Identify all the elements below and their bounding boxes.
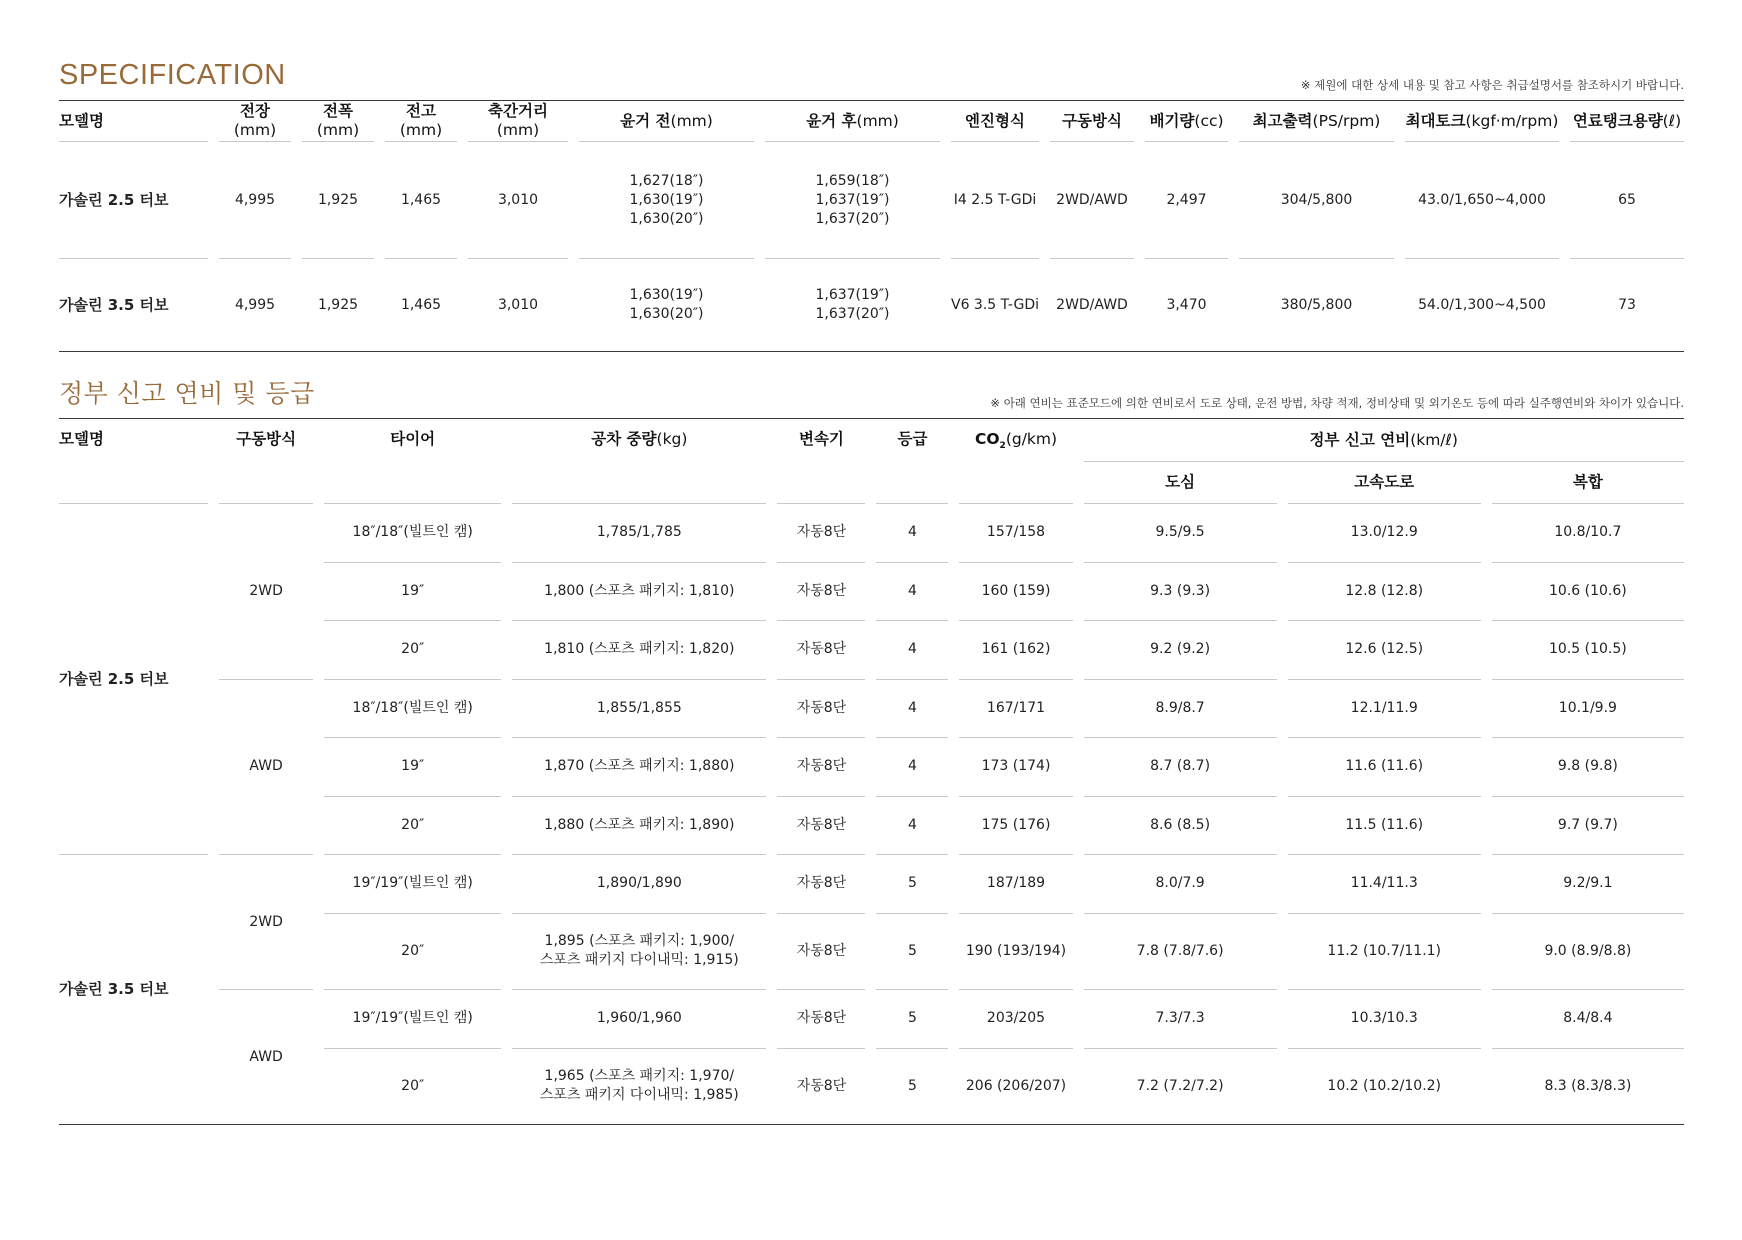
- fuel-grade: 5: [876, 855, 948, 914]
- spec-displacement: 3,470: [1166, 296, 1207, 313]
- spec-row-35: [59, 259, 1684, 351]
- fuel-city: 9.2 (9.2): [1084, 621, 1277, 680]
- fuel-highway: 13.0/12.9: [1288, 504, 1481, 563]
- fuel-header-transmission: 변속기: [777, 419, 865, 504]
- fuel-title: 정부 신고 연비 및 등급: [59, 379, 315, 408]
- fuel-tire: 18″/18″(빌트인 캠): [324, 504, 501, 563]
- fuel-co2: 157/158: [959, 504, 1072, 563]
- spec-drive: 2WD/AWD: [1050, 142, 1134, 259]
- spec-height: 1,465: [385, 142, 457, 259]
- fuel-highway: 12.6 (12.5): [1288, 621, 1481, 680]
- fuel-highway: 12.8 (12.8): [1288, 563, 1481, 622]
- table-row: [59, 855, 1684, 914]
- spec-header-length: 전장(mm): [219, 101, 291, 142]
- fuel-city: 9.3 (9.3): [1084, 563, 1277, 622]
- spec-header-wheelbase: 축간거리(mm): [468, 101, 568, 142]
- fuel-city: 8.0/7.9: [1084, 855, 1277, 914]
- fuel-highway: 11.6 (11.6): [1288, 738, 1481, 797]
- fuel-co2: 187/189: [959, 855, 1072, 914]
- fuel-co2: 175 (176): [959, 797, 1072, 856]
- fuel-tire: 19″: [324, 563, 501, 622]
- spec-header-model: 모델명: [59, 101, 208, 142]
- spec-header-front-track: 윤거 전(mm): [579, 101, 754, 142]
- fuel-transmission: 자동8단: [777, 563, 865, 622]
- fuel-transmission: 자동8단: [777, 738, 865, 797]
- fuel-highway: 11.2 (10.7/11.1): [1288, 914, 1481, 991]
- fuel-city: 7.8 (7.8/7.6): [1084, 914, 1277, 991]
- fuel-combined: 10.1/9.9: [1492, 680, 1684, 739]
- fuel-weight: 1,880 (스포츠 패키지: 1,890): [512, 797, 766, 856]
- fuel-grade: 4: [876, 563, 948, 622]
- spec-header-power: 최고출력(PS/rpm): [1239, 101, 1394, 142]
- spec-header-displacement: 배기량(cc): [1145, 101, 1228, 142]
- fuel-city: 7.3/7.3: [1084, 990, 1277, 1049]
- fuel-weight: 1,785/1,785: [512, 504, 766, 563]
- fuel-transmission: 자동8단: [777, 797, 865, 856]
- fuel-drive: 2WD: [219, 504, 313, 680]
- fuel-tire: 20″: [324, 797, 501, 856]
- fuel-weight: 1,870 (스포츠 패키지: 1,880): [512, 738, 766, 797]
- fuel-model-name: 가솔린 2.5 터보: [59, 504, 208, 855]
- fuel-transmission: 자동8단: [777, 855, 865, 914]
- fuel-combined: 9.8 (9.8): [1492, 738, 1684, 797]
- spec-section: [59, 58, 1684, 352]
- fuel-co2: 167/171: [959, 680, 1072, 739]
- fuel-tire: 19″/19″(빌트인 캠): [324, 855, 501, 914]
- fuel-combined: 10.8/10.7: [1492, 504, 1684, 563]
- spec-header-row: [59, 101, 1684, 142]
- fuel-city: 8.7 (8.7): [1084, 738, 1277, 797]
- fuel-drive: AWD: [219, 680, 313, 856]
- spec-header-width: 전폭(mm): [302, 101, 374, 142]
- spec-table-end-rule: [59, 351, 1684, 352]
- spec-width: 1,925: [317, 296, 359, 313]
- spec-rear-track: 1,659(18″) 1,637(19″) 1,637(20″): [765, 142, 940, 259]
- fuel-grade: 4: [876, 680, 948, 739]
- fuel-transmission: 자동8단: [796, 1077, 847, 1094]
- fuel-header-city: 도심: [1084, 462, 1277, 504]
- spec-engine: V6 3.5 T-GDi: [951, 296, 1039, 313]
- fuel-weight: 1,810 (스포츠 패키지: 1,820): [512, 621, 766, 680]
- fuel-header-drive: 구동방식: [219, 419, 313, 504]
- spec-tank: 65: [1570, 142, 1684, 259]
- fuel-co2: 161 (162): [959, 621, 1072, 680]
- fuel-combined: 9.7 (9.7): [1492, 797, 1684, 856]
- spec-length: 4,995: [219, 142, 291, 259]
- fuel-grade: 4: [876, 504, 948, 563]
- spec-note: ※ 제원에 대한 상세 내용 및 참고 사항은 취급설명서를 참조하시기 바랍니다.: [1300, 78, 1684, 92]
- fuel-co2: 206 (206/207): [965, 1077, 1067, 1094]
- fuel-transmission: 자동8단: [777, 504, 865, 563]
- fuel-co2: 160 (159): [959, 563, 1072, 622]
- fuel-co2: 203/205: [959, 990, 1072, 1049]
- fuel-highway: 11.5 (11.6): [1288, 797, 1481, 856]
- fuel-combined: 8.3 (8.3/8.3): [1544, 1077, 1632, 1094]
- fuel-highway: 10.3/10.3: [1288, 990, 1481, 1049]
- fuel-transmission: 자동8단: [777, 680, 865, 739]
- spec-model-name: 가솔린 3.5 터보: [59, 295, 169, 314]
- fuel-transmission: 자동8단: [777, 914, 865, 991]
- fuel-tire: 18″/18″(빌트인 캠): [324, 680, 501, 739]
- fuel-model-name: 가솔린 3.5 터보: [59, 980, 169, 998]
- spec-header-rear-track: 윤거 후(mm): [765, 101, 940, 142]
- spec-front-track: 1,627(18″) 1,630(19″) 1,630(20″): [579, 142, 754, 259]
- fuel-weight: 1,965 (스포츠 패키지: 1,970/ 스포츠 패키지 다이내믹: 1,985): [539, 1068, 739, 1104]
- fuel-co2: 173 (174): [959, 738, 1072, 797]
- spec-engine: I4 2.5 T-GDi: [951, 142, 1039, 259]
- spec-torque: 54.0/1,300~4,500: [1418, 296, 1546, 313]
- fuel-transmission: 자동8단: [777, 621, 865, 680]
- fuel-grade: 4: [876, 621, 948, 680]
- fuel-grade: 5: [908, 1077, 917, 1094]
- spec-length: 4,995: [234, 296, 276, 313]
- spec-rear-track: 1,637(19″) 1,637(20″): [815, 287, 890, 322]
- spec-power: 304/5,800: [1239, 142, 1394, 259]
- fuel-header-weight: 공차 중량(kg): [512, 419, 766, 504]
- spec-header-tank: 연료탱크용량(ℓ): [1570, 101, 1684, 142]
- spec-torque: 43.0/1,650~4,000: [1405, 142, 1559, 259]
- spec-row-25: [59, 142, 1684, 259]
- fuel-combined: 8.4/8.4: [1492, 990, 1684, 1049]
- fuel-table: [48, 419, 1695, 1124]
- spec-height: 1,465: [400, 296, 442, 313]
- fuel-header-tire: 타이어: [324, 419, 501, 504]
- fuel-city: 8.6 (8.5): [1084, 797, 1277, 856]
- spec-header-torque: 최대토크(kgf·m/rpm): [1405, 101, 1559, 142]
- fuel-weight: 1,960/1,960: [512, 990, 766, 1049]
- spec-model-name: 가솔린 2.5 터보: [59, 142, 208, 259]
- fuel-weight: 1,890/1,890: [512, 855, 766, 914]
- fuel-title-row: [59, 376, 1684, 419]
- fuel-drive: 2WD: [219, 855, 313, 990]
- fuel-header-highway: 고속도로: [1288, 462, 1481, 504]
- fuel-grade: 4: [876, 738, 948, 797]
- fuel-table-end-rule: [59, 1124, 1684, 1125]
- fuel-tire: 20″: [324, 621, 501, 680]
- fuel-header-fuel-economy: 정부 신고 연비(km/ℓ): [1084, 419, 1684, 462]
- fuel-highway: 12.1/11.9: [1288, 680, 1481, 739]
- spec-displacement: 2,497: [1145, 142, 1228, 259]
- fuel-weight: 1,895 (스포츠 패키지: 1,900/ 스포츠 패키지 다이내믹: 1,915): [512, 914, 766, 991]
- fuel-note: ※ 아래 연비는 표준모드에 의한 연비로서 도로 상태, 운전 방법, 차량 적재, 정비상태 및 외기온도 등에 따라 실주행연비와 차이가 있습니다.: [990, 396, 1684, 410]
- fuel-header-model: 모델명: [59, 419, 208, 504]
- fuel-city: 9.5/9.5: [1084, 504, 1277, 563]
- fuel-header-row: [59, 419, 1684, 462]
- fuel-highway: 11.4/11.3: [1288, 855, 1481, 914]
- fuel-weight: 1,855/1,855: [512, 680, 766, 739]
- fuel-tire: 20″: [324, 914, 501, 991]
- spec-header-height: 전고(mm): [385, 101, 457, 142]
- spec-front-track: 1,630(19″) 1,630(20″): [629, 287, 704, 322]
- table-row: [59, 504, 1684, 563]
- fuel-header-co2: $CO_2(g/km)$: [959, 419, 1072, 504]
- fuel-combined: 9.0 (8.9/8.8): [1492, 914, 1684, 991]
- fuel-grade: 4: [876, 797, 948, 856]
- fuel-section: [59, 376, 1684, 1125]
- table-row: [59, 680, 1684, 739]
- fuel-city: 8.9/8.7: [1084, 680, 1277, 739]
- fuel-header-grade: 등급: [876, 419, 948, 504]
- fuel-weight: 1,800 (스포츠 패키지: 1,810): [512, 563, 766, 622]
- spec-header-drive: 구동방식: [1050, 101, 1134, 142]
- fuel-drive: AWD: [249, 1048, 283, 1065]
- fuel-tire: 20″: [401, 1077, 425, 1094]
- spec-title: SPECIFICATION: [59, 59, 286, 91]
- spec-power: 380/5,800: [1280, 296, 1353, 313]
- fuel-tire: 19″/19″(빌트인 캠): [324, 990, 501, 1049]
- fuel-highway: 10.2 (10.2/10.2): [1327, 1077, 1442, 1094]
- fuel-transmission: 자동8단: [777, 990, 865, 1049]
- fuel-combined: 9.2/9.1: [1492, 855, 1684, 914]
- spec-title-row: [59, 58, 1684, 101]
- fuel-combined: 10.5 (10.5): [1492, 621, 1684, 680]
- fuel-combined: 10.6 (10.6): [1492, 563, 1684, 622]
- spec-width: 1,925: [302, 142, 374, 259]
- fuel-tire: 19″: [324, 738, 501, 797]
- spec-table: [48, 101, 1695, 351]
- fuel-co2: 190 (193/194): [959, 914, 1072, 991]
- spec-drive: 2WD/AWD: [1056, 296, 1128, 313]
- table-row: [59, 990, 1684, 1049]
- spec-tank: 73: [1618, 296, 1636, 313]
- spec-wheelbase: 3,010: [468, 142, 568, 259]
- spec-header-engine: 엔진형식: [951, 101, 1039, 142]
- fuel-grade: 5: [876, 990, 948, 1049]
- fuel-header-combined: 복합: [1492, 462, 1684, 504]
- fuel-grade: 5: [876, 914, 948, 991]
- fuel-city: 7.2 (7.2/7.2): [1136, 1077, 1224, 1094]
- spec-wheelbase: 3,010: [497, 296, 539, 313]
